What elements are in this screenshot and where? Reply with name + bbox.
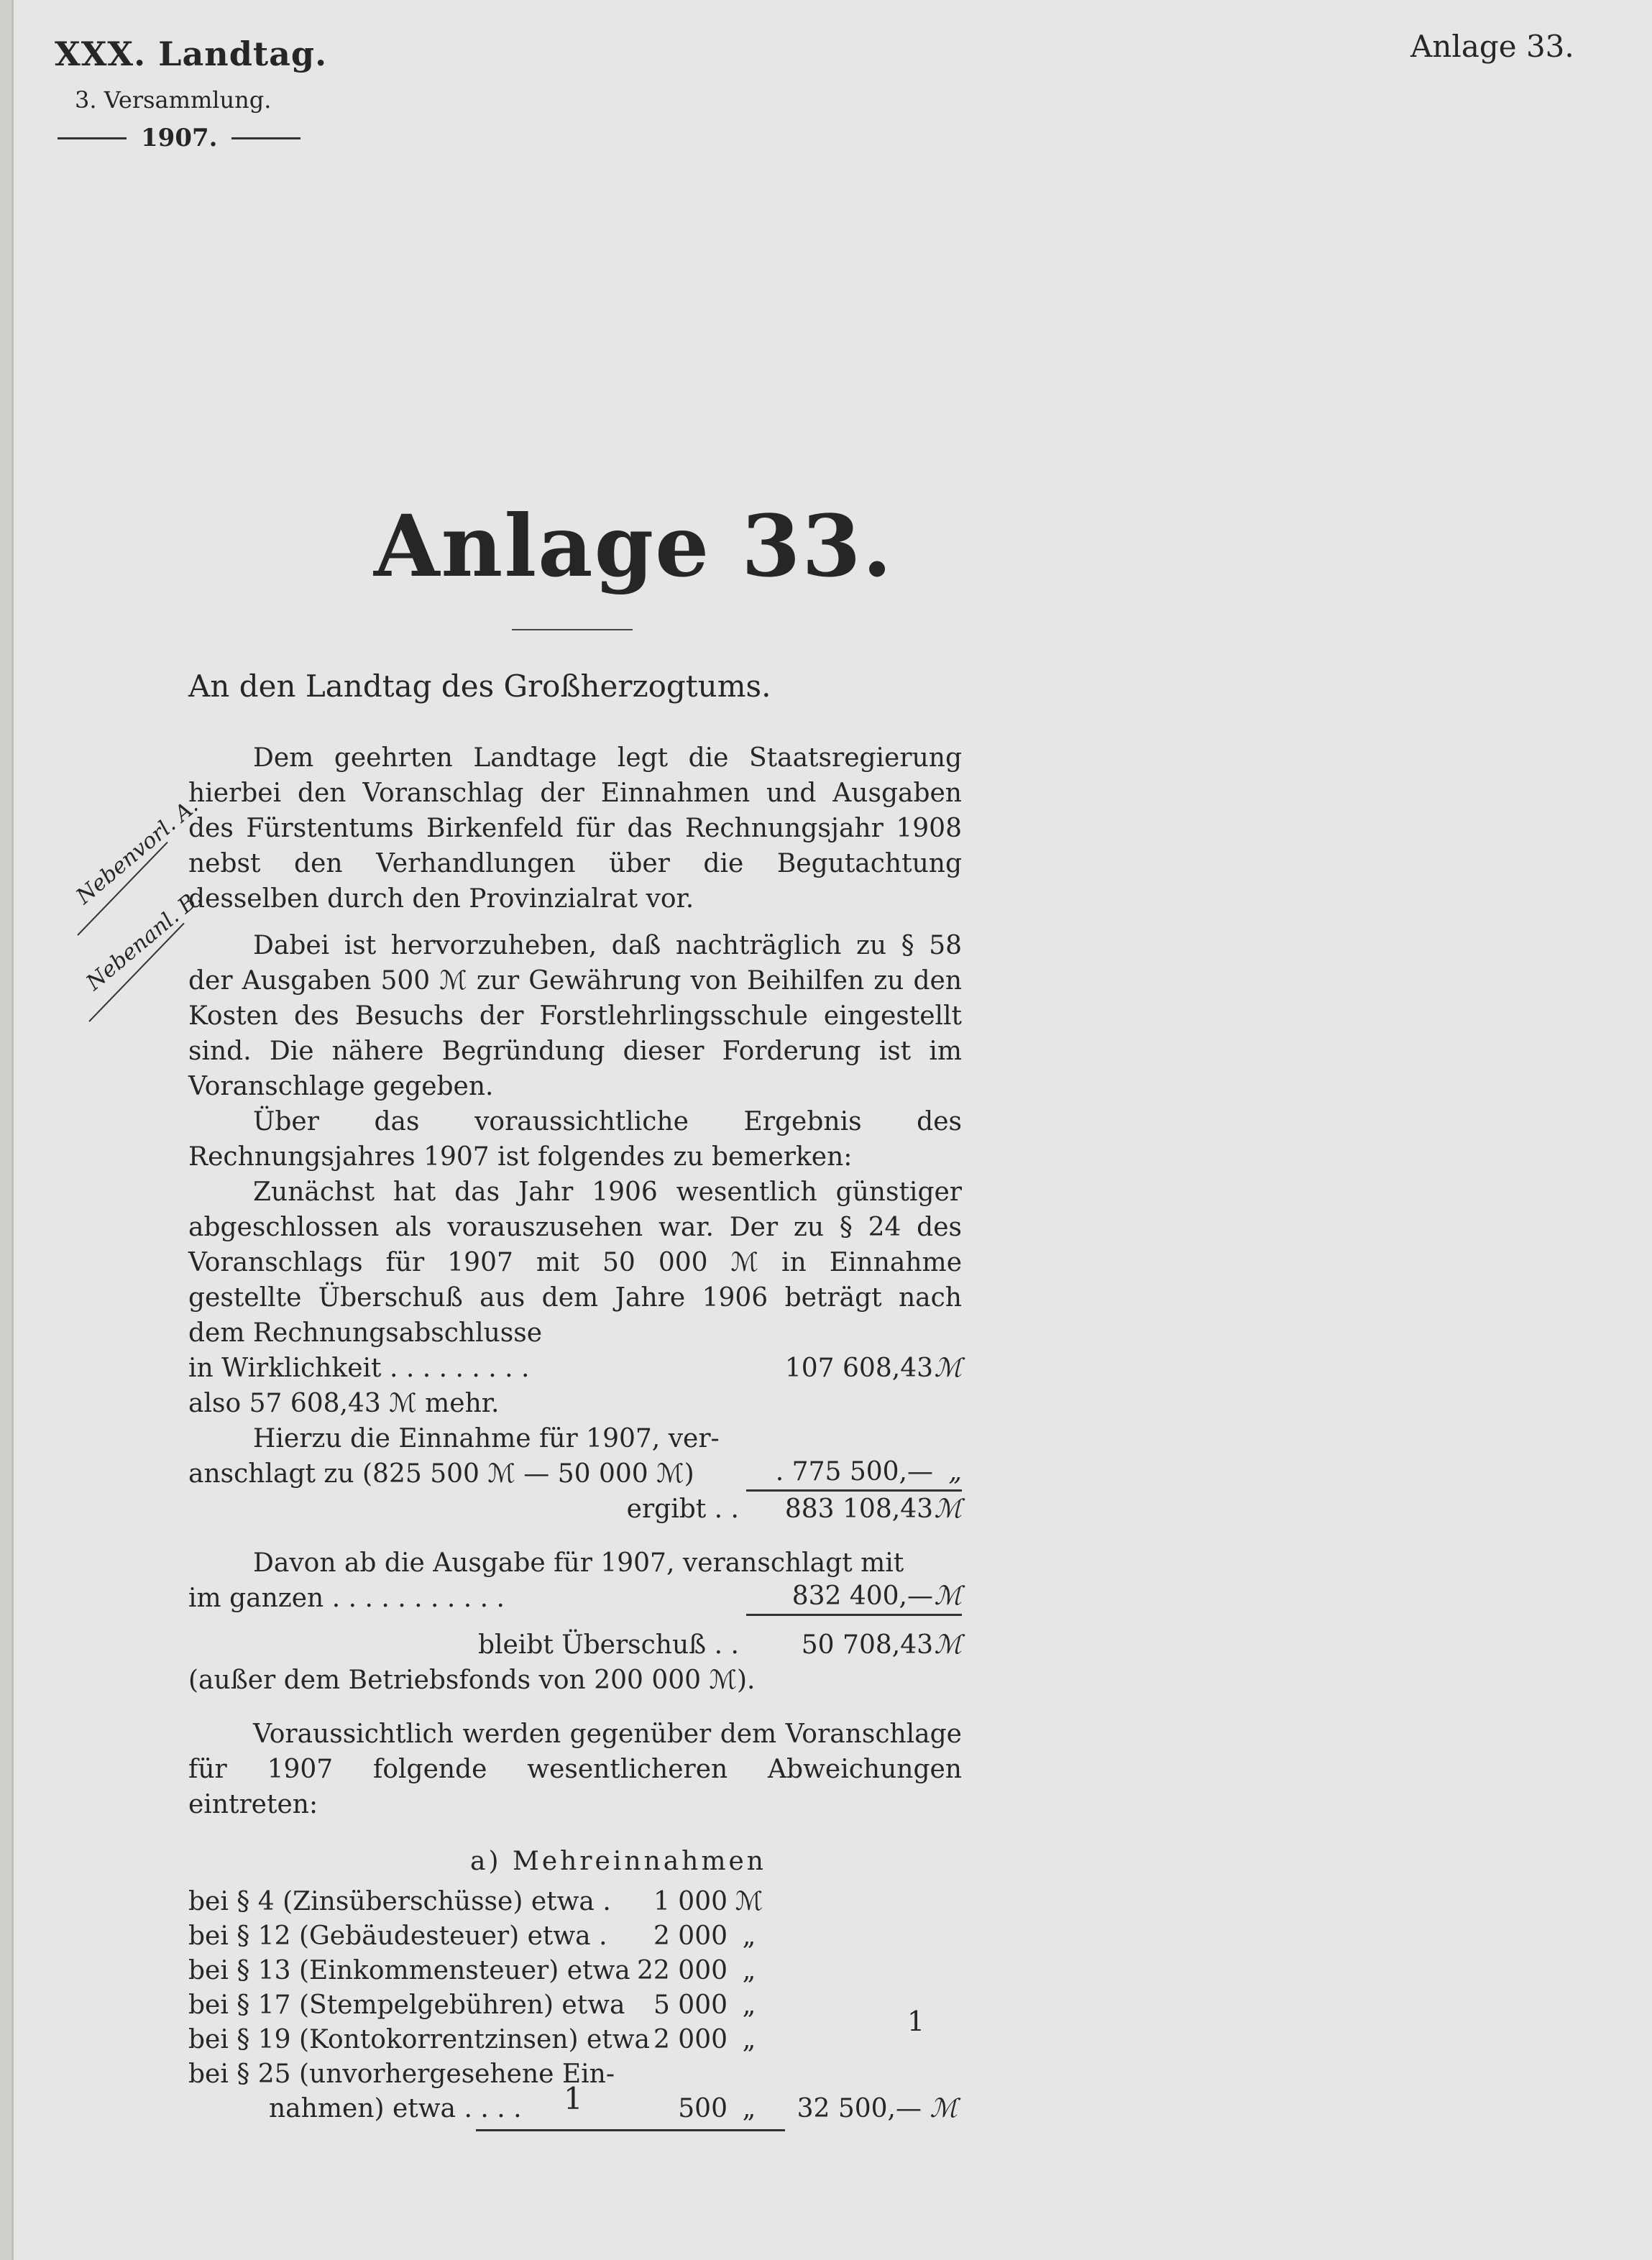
currency-mark: ℳ: [933, 1579, 962, 1616]
margin-note-b: Nebenanl. B.: [81, 885, 207, 996]
row-label: bei § 19 (Kontokorrentzinsen) etwa: [188, 2025, 651, 2054]
currency-mark: ℳ: [934, 1494, 962, 1524]
row-value: 22 000: [637, 1956, 728, 1985]
header-versammlung: 3. Versammlung.: [75, 86, 272, 114]
table-row: [188, 1885, 962, 1919]
paragraph-4: Zunächst hat das Jahr 1906 wesentlich günstiger abgeschlossen als vorauszusehen war. Der zu § 24 des Voranschlags für 1907 mit 50 000 ℳ in Einnahme gestellte Überschuß aus dem Jahre 1906 beträgt nach dem Rechnungsabschlusse: [188, 1177, 962, 1348]
wirklichkeit-label: in Wirklichkeit . . . . . . . . .: [188, 1354, 530, 1383]
ergibt-label: ergibt . .: [626, 1494, 739, 1524]
row-label: bei § 13 (Einkommensteuer) etwa: [188, 1956, 630, 1985]
hierzu-text-1: Hierzu die Einnahme für 1907, ver-: [253, 1424, 720, 1453]
row-value: 2 000: [653, 1921, 728, 1951]
row-bleibt: [188, 1627, 962, 1663]
body-text: [188, 740, 962, 2131]
year-text: 1907.: [141, 124, 218, 152]
row-label: bei § 17 (Stempelgebühren) etwa: [188, 1990, 625, 2020]
row-unit: „: [742, 1956, 756, 1985]
row-value: 1 000: [653, 1887, 728, 1916]
year-dash-left: [58, 137, 127, 139]
row-hierzu-1: [188, 1421, 962, 1456]
page-number: 1: [564, 2081, 583, 2116]
header-landtag: XXX. Landtag.: [55, 35, 328, 73]
row-ergibt: [188, 1492, 962, 1527]
row-unit: „: [742, 2094, 756, 2123]
paragraph-1: Dem geehrten Landtage legt die Staatsregierung hierbei den Voranschlag der Einnahmen und Ausgaben des Fürstentums Birkenfeld für das Rechnungsjahr 1908 nebst den Verhandlungen über die Begutachtung desselben durch den Provinzialrat vor.: [188, 743, 962, 914]
ergibt-amount: 883 108,43: [784, 1494, 933, 1524]
table-row: [188, 1919, 962, 1954]
wirklichkeit-amount: 107 608,43: [784, 1354, 933, 1383]
bleibt-label: bleibt Überschuß . .: [477, 1630, 739, 1660]
title-divider: [512, 629, 633, 630]
row-unit: „: [742, 1990, 756, 2020]
address-line: An den Landtag des Großherzogtums.: [188, 669, 771, 704]
table-row: [188, 1954, 962, 1988]
page-mark-right: 1: [907, 2006, 925, 2037]
paragraph-6a: Davon ab die Ausgabe für 1907, veranschlagt mit: [253, 1548, 904, 1578]
header-year: [58, 124, 327, 152]
row-unit: „: [742, 1921, 756, 1951]
table-row: [188, 1988, 962, 2023]
row-label: bei § 4 (Zinsüberschüsse) etwa .: [188, 1887, 611, 1916]
ausgabe-amount: 832 400,—: [746, 1579, 933, 1616]
hierzu-amount: . 775 500,—: [746, 1454, 933, 1492]
paragraph-2: Dabei ist hervorzuheben, daß nachträglich zu § 58 der Ausgaben 500 ℳ zur Gewährung von Beihilfen zu den Kosten des Besuchs der Forstlehrlingsschule eingestellt sind. Die nähere Begründung dieser Forderung ist im Voranschlage gegeben.: [188, 931, 962, 1101]
year-dash-right: [231, 137, 300, 139]
paragraph-3: Über das voraussichtliche Ergebnis des Rechnungsjahres 1907 ist folgendes zu bemerken:: [188, 1107, 962, 1172]
row-label: bei § 12 (Gebäudesteuer) etwa .: [188, 1921, 607, 1951]
row-label: bei § 25 (unvorhergesehene Ein-: [188, 2059, 615, 2089]
row-wirklichkeit: [188, 1351, 962, 1386]
row-mehr: [188, 1386, 962, 1421]
header-left: [55, 35, 327, 152]
header-right-ref: Anlage 33.: [1410, 29, 1574, 64]
table-row: [188, 2023, 962, 2057]
row-value: 2 000: [653, 2025, 728, 2054]
page-title: Anlage 33.: [374, 496, 894, 596]
betriebsfonds-text: (außer dem Betriebsfonds von 200 000 ℳ).: [188, 1666, 756, 1695]
sum-rule: [476, 2129, 785, 2131]
margin-note-a: Nebenvorl. A.: [71, 793, 203, 909]
currency-mark: ℳ: [934, 1354, 962, 1383]
row-im-ganzen: [188, 1581, 962, 1616]
hierzu-text-2: anschlagt zu (825 500 ℳ — 50 000 ℳ): [188, 1459, 694, 1489]
im-ganzen-label: im ganzen . . . . . . . . . . .: [188, 1584, 505, 1613]
currency-mark: ℳ: [930, 2094, 958, 2123]
currency-mark: ℳ: [934, 1630, 962, 1660]
mehreinnahmen-heading: a) Mehreinnahmen: [470, 1847, 766, 1876]
page-spine-shadow: [0, 0, 12, 2260]
bleibt-amount: 50 708,43: [801, 1630, 933, 1660]
page-spine-edge: [12, 0, 14, 2260]
row-hierzu-2: [188, 1456, 962, 1492]
ditto-mark: „: [933, 1454, 962, 1492]
row-label: nahmen) etwa . . . .: [269, 2094, 522, 2123]
paragraph-7: Voraussichtlich werden gegenüber dem Voranschlage für 1907 folgende wesentlicheren Abweichungen eintreten:: [188, 1719, 962, 1819]
row-unit: „: [742, 2025, 756, 2054]
mehreinnahmen-total: 32 500,—: [797, 2094, 922, 2123]
row-unit: ℳ: [735, 1887, 763, 1916]
mehr-text: also 57 608,43 ℳ mehr.: [188, 1389, 500, 1418]
row-value: 500: [678, 2094, 728, 2123]
row-betriebsfonds: [188, 1663, 962, 1698]
row-value: 5 000: [653, 1990, 728, 2020]
